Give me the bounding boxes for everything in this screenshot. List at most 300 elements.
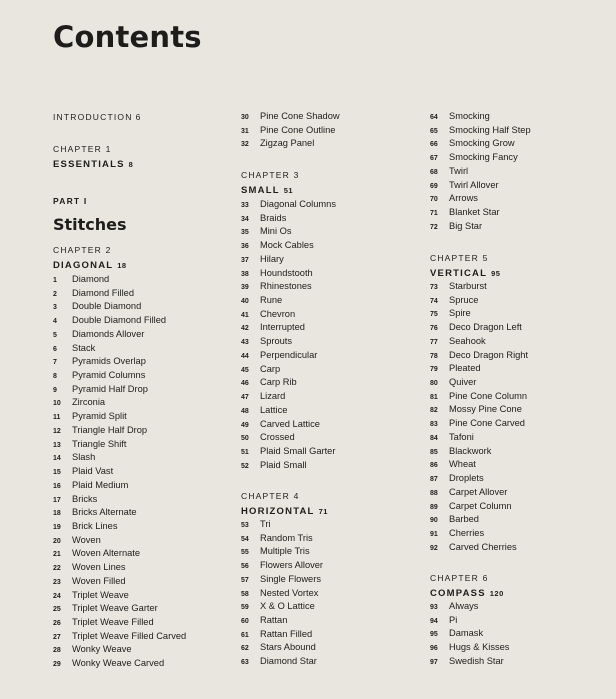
entry-number: 71 <box>430 210 438 218</box>
entry-number: 36 <box>241 243 249 251</box>
toc-entry[interactable] <box>430 335 486 349</box>
entry-title: Hilary <box>260 253 284 264</box>
entry-title: Rune <box>260 295 283 306</box>
toc-entry[interactable] <box>430 614 457 628</box>
entry-number: 62 <box>241 645 249 653</box>
entry-title: Deco Dragon Left <box>449 322 522 333</box>
entry-title: Smocking Half Step <box>449 124 531 135</box>
entry-number: 57 <box>241 576 249 584</box>
entry-number: 77 <box>430 338 438 346</box>
entry-title: Always <box>449 601 479 611</box>
toc-entry[interactable] <box>430 541 517 555</box>
toc-entry[interactable] <box>53 520 117 534</box>
toc-entry[interactable] <box>241 404 287 418</box>
entry-number: 39 <box>241 284 249 292</box>
entry-number: 41 <box>241 311 249 319</box>
toc-entry[interactable] <box>241 518 271 532</box>
entry-number: 10 <box>53 400 61 408</box>
toc-entry[interactable] <box>53 534 101 548</box>
toc-entry[interactable] <box>241 294 282 308</box>
toc-entry[interactable] <box>430 362 481 376</box>
entry-number: 76 <box>430 325 438 333</box>
entry-title: Droplets <box>449 473 484 484</box>
entry-title: Sprouts <box>260 336 293 347</box>
entry-number: 18 <box>53 510 61 518</box>
entry-number: 29 <box>53 661 61 669</box>
chapter-3-name: SMALL <box>241 185 280 196</box>
entry-number: 28 <box>53 647 61 655</box>
chapter-6-name: COMPASS <box>430 588 486 599</box>
entry-number: 9 <box>53 386 57 394</box>
entry-title: Triplet Weave Filled <box>72 617 154 627</box>
entry-title: Slash <box>72 452 96 463</box>
entry-title: Cherries <box>449 527 485 538</box>
entry-number: 35 <box>241 229 249 237</box>
toc-entry[interactable] <box>53 383 148 397</box>
entry-title: Crossed <box>260 432 295 443</box>
entry-title: Plaid Small <box>260 459 307 470</box>
toc-entry[interactable] <box>53 273 109 287</box>
entry-title: Big Star <box>449 220 483 231</box>
toc-entry[interactable] <box>53 657 164 671</box>
toc-entry[interactable] <box>430 627 483 641</box>
toc-entry[interactable] <box>430 513 479 527</box>
entry-number: 40 <box>241 298 249 306</box>
entry-title: Wheat <box>449 459 476 470</box>
entry-number: 91 <box>430 530 438 538</box>
toc-entry[interactable] <box>241 267 313 281</box>
entry-title: Pine Cone Carved <box>449 418 525 429</box>
toc-entry[interactable] <box>430 445 491 459</box>
toc-entry[interactable] <box>430 192 478 206</box>
entry-title: Tri <box>260 519 271 529</box>
toc-entry[interactable] <box>430 151 518 165</box>
toc-entry[interactable] <box>53 287 134 301</box>
toc-entry[interactable] <box>241 628 312 642</box>
toc-entry[interactable] <box>430 165 468 179</box>
entry-number: 69 <box>430 182 438 190</box>
entry-number: 7 <box>53 359 57 367</box>
entry-number: 64 <box>430 114 438 121</box>
entry-number: 52 <box>241 462 249 470</box>
part-1-title: Stitches <box>53 215 127 234</box>
chapter-6-page: 120 <box>489 589 504 598</box>
chapter-5-title[interactable] <box>430 268 500 279</box>
chapter-2-title[interactable] <box>53 260 127 271</box>
toc-entry[interactable] <box>53 300 141 314</box>
entry-title: Woven <box>72 534 101 545</box>
toc-entry[interactable] <box>241 587 318 601</box>
toc-entry[interactable] <box>241 600 315 614</box>
entry-title: X & O Lattice <box>260 601 315 612</box>
entry-title: Woven Filled <box>72 575 126 586</box>
toc-entry[interactable] <box>53 342 95 356</box>
entry-title: Woven Lines <box>72 562 126 573</box>
toc-entry[interactable] <box>53 355 146 369</box>
entry-number: 44 <box>241 352 249 360</box>
entry-number: 46 <box>241 380 249 388</box>
chapter-6-title[interactable] <box>430 588 504 599</box>
chapter-1-label: CHAPTER 1 <box>53 144 112 154</box>
toc-entry[interactable] <box>241 376 297 390</box>
entry-title: Twirl <box>449 165 469 176</box>
entry-title: Lattice <box>260 404 288 415</box>
entry-number: 54 <box>241 535 249 543</box>
entry-number: 1 <box>53 277 57 284</box>
entry-number: 20 <box>53 537 61 545</box>
entry-number: 80 <box>430 380 438 388</box>
toc-entry[interactable] <box>53 328 144 342</box>
toc-entry[interactable] <box>241 335 292 349</box>
entry-number: 65 <box>430 127 438 135</box>
chapter-2-label: CHAPTER 2 <box>53 245 112 255</box>
chapter-3-title[interactable] <box>241 185 293 196</box>
toc-entry[interactable] <box>241 445 335 459</box>
entry-number: 24 <box>53 592 61 600</box>
entry-number: 34 <box>241 215 249 223</box>
entry-number: 68 <box>430 168 438 176</box>
toc-entry[interactable] <box>53 396 105 410</box>
entry-title: Zirconia <box>72 397 106 408</box>
toc-entry[interactable] <box>53 630 186 644</box>
introduction-entry[interactable] <box>53 112 142 122</box>
toc-entry[interactable] <box>53 575 126 589</box>
entry-number: 50 <box>241 435 249 443</box>
toc-entry[interactable] <box>241 110 340 124</box>
chapter-1-name: ESSENTIALS <box>53 159 125 170</box>
entry-number: 8 <box>53 373 57 381</box>
entry-number: 85 <box>430 448 438 456</box>
toc-entry[interactable] <box>241 321 305 335</box>
chapter-4-page: 71 <box>318 507 328 516</box>
toc-entry[interactable] <box>430 431 474 445</box>
entry-number: 16 <box>53 482 61 490</box>
entry-number: 59 <box>241 604 249 612</box>
entry-title: Mini Os <box>260 226 292 237</box>
toc-entry[interactable] <box>53 451 95 465</box>
entry-title: Blackwork <box>449 445 492 456</box>
entry-number: 17 <box>53 496 61 504</box>
toc-entry[interactable] <box>53 465 113 479</box>
toc-entry[interactable] <box>241 390 285 404</box>
entry-title: Arrows <box>449 193 478 204</box>
toc-entry[interactable] <box>53 589 129 603</box>
toc-entry[interactable] <box>241 363 280 377</box>
entry-number: 61 <box>241 631 249 639</box>
entry-title: Smocking <box>449 111 490 121</box>
entry-number: 79 <box>430 366 438 374</box>
entry-number: 67 <box>430 155 438 163</box>
entry-number: 6 <box>53 345 57 353</box>
page-title: Contents <box>53 20 202 54</box>
entry-number: 4 <box>53 318 57 326</box>
entry-number: 84 <box>430 434 438 442</box>
entry-title: Interrupted <box>260 322 305 333</box>
toc-entry[interactable] <box>241 198 336 212</box>
entry-number: 95 <box>430 631 438 639</box>
entry-title: Triplet Weave Filled Carved <box>72 630 187 641</box>
toc-entry[interactable] <box>241 225 292 239</box>
entry-number: 2 <box>53 290 57 298</box>
toc-entry[interactable] <box>241 124 335 138</box>
entry-number: 93 <box>430 604 438 611</box>
entry-number: 25 <box>53 606 61 614</box>
toc-entry[interactable] <box>241 559 323 573</box>
toc-entry[interactable] <box>53 314 166 328</box>
chapter-2-page: 18 <box>117 261 127 270</box>
entry-title: Carpet Column <box>449 500 512 511</box>
toc-entry[interactable] <box>53 438 126 452</box>
toc-entry[interactable] <box>53 506 137 520</box>
entry-title: Triangle Shift <box>72 438 127 449</box>
entry-title: Seahook <box>449 335 486 346</box>
entry-title: Triplet Weave Garter <box>72 603 158 614</box>
toc-entry[interactable] <box>430 641 509 655</box>
entry-number: 31 <box>241 127 249 135</box>
entry-title: Mock Cables <box>260 240 314 251</box>
entry-title: Triplet Weave <box>72 589 129 600</box>
entry-number: 42 <box>241 325 249 333</box>
entry-title: Mossy Pine Cone <box>449 404 522 415</box>
entry-number: 87 <box>430 476 438 484</box>
entry-number: 73 <box>430 284 438 291</box>
entry-title: Starburst <box>449 281 487 291</box>
entry-title: Chevron <box>260 308 296 319</box>
entry-title: Multiple Tris <box>260 546 310 557</box>
toc-entry[interactable] <box>53 616 154 630</box>
entry-number: 53 <box>241 522 249 529</box>
entry-title: Pyramids Overlap <box>72 356 146 367</box>
toc-entry[interactable] <box>430 655 504 669</box>
entry-number: 94 <box>430 617 438 625</box>
toc-entry[interactable] <box>430 179 499 193</box>
entry-number: 66 <box>430 141 438 149</box>
entry-title: Bricks Alternate <box>72 507 137 518</box>
entry-number: 3 <box>53 304 57 312</box>
entry-title: Diagonal Columns <box>260 199 336 209</box>
toc-entry[interactable] <box>241 212 286 226</box>
entry-title: Lizard <box>260 391 286 402</box>
toc-entry[interactable] <box>430 349 528 363</box>
chapter-4-title[interactable] <box>241 506 328 517</box>
toc-entry[interactable] <box>430 124 531 138</box>
entry-title: Double Diamond Filled <box>72 315 167 326</box>
entry-number: 82 <box>430 407 438 415</box>
entry-number: 60 <box>241 618 249 626</box>
entry-number: 75 <box>430 311 438 319</box>
entry-number: 37 <box>241 256 249 264</box>
toc-entry[interactable] <box>430 294 478 308</box>
entry-title: Flowers Allover <box>260 560 324 571</box>
entry-number: 70 <box>430 196 438 204</box>
entry-title: Brick Lines <box>72 520 118 531</box>
entry-title: Twirl Allover <box>449 179 499 190</box>
toc-entry[interactable] <box>430 500 512 514</box>
toc-entry[interactable] <box>241 239 314 253</box>
entry-title: Swedish Star <box>449 655 504 666</box>
toc-entry[interactable] <box>430 417 525 431</box>
toc-entry[interactable] <box>53 479 128 493</box>
entry-number: 74 <box>430 297 438 305</box>
entry-title: Pyramid Split <box>72 411 127 422</box>
entry-title: Diamonds Allover <box>72 328 145 339</box>
entry-number: 58 <box>241 590 249 598</box>
chapter-4-name: HORIZONTAL <box>241 506 315 517</box>
chapter-4-label: CHAPTER 4 <box>241 491 300 501</box>
toc-entry[interactable] <box>430 486 507 500</box>
toc-entry[interactable] <box>53 602 158 616</box>
toc-entry[interactable] <box>241 545 310 559</box>
toc-entry[interactable] <box>53 424 147 438</box>
entry-title: Carpet Allover <box>449 486 508 497</box>
entry-number: 19 <box>53 523 61 531</box>
entry-title: Pine Cone Shadow <box>260 111 340 121</box>
entry-title: Stars Abound <box>260 642 316 653</box>
entry-number: 13 <box>53 441 61 449</box>
entry-title: Plaid Vast <box>72 466 114 477</box>
toc-entry[interactable] <box>241 349 317 363</box>
entry-title: Spire <box>449 308 471 319</box>
toc-entry[interactable] <box>241 431 295 445</box>
toc-entry[interactable] <box>430 206 500 220</box>
entry-title: Diamond Filled <box>72 287 135 298</box>
toc-entry[interactable] <box>53 547 140 561</box>
chapter-5-name: VERTICAL <box>430 268 488 279</box>
entry-number: 78 <box>430 352 438 360</box>
entry-title: Random Tris <box>260 532 313 543</box>
chapter-6-label: CHAPTER 6 <box>430 573 489 583</box>
toc-entry[interactable] <box>241 418 320 432</box>
entry-number: 11 <box>53 414 61 422</box>
entry-number: 86 <box>430 462 438 470</box>
entry-title: Pyramid Columns <box>72 370 146 381</box>
entry-number: 97 <box>430 658 438 666</box>
entry-title: Spruce <box>449 294 479 305</box>
entry-title: Rattan Filled <box>260 628 313 639</box>
entry-number: 55 <box>241 549 249 557</box>
entry-title: Carp Rib <box>260 377 297 388</box>
toc-entry[interactable] <box>241 641 316 655</box>
entry-number: 30 <box>241 114 249 121</box>
toc-entry[interactable] <box>430 403 522 417</box>
entry-title: Nested Vortex <box>260 587 319 598</box>
entry-title: Quiver <box>449 377 477 388</box>
toc-entry[interactable] <box>430 458 476 472</box>
chapter-5-label: CHAPTER 5 <box>430 253 489 263</box>
entry-title: Blanket Star <box>449 207 500 218</box>
entry-title: Carved Cherries <box>449 541 517 552</box>
entry-title: Braids <box>260 212 287 223</box>
toc-entry[interactable] <box>241 655 317 669</box>
toc-entry[interactable] <box>430 137 515 151</box>
entry-number: 32 <box>241 141 249 149</box>
toc-entry[interactable] <box>241 459 307 473</box>
entry-number: 21 <box>53 551 61 559</box>
entry-title: Rattan <box>260 615 288 626</box>
entry-title: Pyramid Half Drop <box>72 383 148 394</box>
toc-entry[interactable] <box>241 614 287 628</box>
entry-title: Smocking Grow <box>449 138 515 149</box>
entry-title: Single Flowers <box>260 573 321 584</box>
chapter-2-name: DIAGONAL <box>53 260 114 271</box>
toc-entry[interactable] <box>241 137 314 151</box>
toc-entry[interactable] <box>430 600 478 614</box>
chapter-5-page: 95 <box>491 269 501 278</box>
entry-number: 38 <box>241 270 249 278</box>
entry-title: Double Diamond <box>72 301 142 312</box>
toc-entry[interactable] <box>241 308 295 322</box>
entry-number: 63 <box>241 659 249 667</box>
toc-entry[interactable] <box>241 532 313 546</box>
entry-number: 49 <box>241 421 249 429</box>
entry-number: 89 <box>430 503 438 511</box>
toc-entry[interactable] <box>241 253 284 267</box>
toc-entry[interactable] <box>241 280 312 294</box>
entry-number: 47 <box>241 394 249 402</box>
toc-entry[interactable] <box>430 321 522 335</box>
toc-entry[interactable] <box>53 410 127 424</box>
toc-entry[interactable] <box>430 472 484 486</box>
entry-title: Plaid Small Garter <box>260 445 336 456</box>
chapter-1-title[interactable] <box>53 159 133 170</box>
entry-number: 48 <box>241 407 249 415</box>
entry-number: 92 <box>430 544 438 552</box>
entry-title: Smocking Fancy <box>449 152 518 163</box>
entry-number: 81 <box>430 393 438 401</box>
chapter-1-page: 8 <box>128 160 134 169</box>
entry-title: Barbed <box>449 514 479 525</box>
toc-entry[interactable] <box>53 561 126 575</box>
entry-number: 33 <box>241 202 249 209</box>
entry-number: 12 <box>53 427 61 435</box>
entry-number: 83 <box>430 421 438 429</box>
toc-entry[interactable] <box>430 280 487 294</box>
toc-entry[interactable] <box>430 307 471 321</box>
toc-entry[interactable] <box>430 110 490 124</box>
entry-title: Damask <box>449 628 484 639</box>
entry-title: Diamond <box>72 274 110 284</box>
entry-number: 43 <box>241 339 249 347</box>
entry-title: Pine Cone Outline <box>260 124 336 135</box>
entry-title: Diamond Star <box>260 656 317 667</box>
toc-entry[interactable] <box>53 493 97 507</box>
entry-number: 51 <box>241 448 249 456</box>
entry-title: Bricks <box>72 493 98 504</box>
toc-entry[interactable] <box>430 220 482 234</box>
entry-number: 23 <box>53 578 61 586</box>
toc-entry[interactable] <box>430 527 484 541</box>
toc-entry[interactable] <box>241 573 321 587</box>
entry-title: Tafoni <box>449 431 474 442</box>
entry-title: Carved Lattice <box>260 418 320 429</box>
entry-number: 72 <box>430 223 438 231</box>
entry-title: Wonky Weave Carved <box>72 658 165 669</box>
toc-entry[interactable] <box>430 376 476 390</box>
entry-title: Triangle Half Drop <box>72 424 148 435</box>
entry-number: 15 <box>53 469 61 477</box>
entry-title: Hugs & Kisses <box>449 642 510 653</box>
entry-title: Stack <box>72 342 96 353</box>
entry-title: Perpendicular <box>260 349 318 360</box>
entry-number: 88 <box>430 489 438 497</box>
entry-title: Wonky Weave <box>72 644 132 655</box>
toc-entry[interactable] <box>53 369 145 383</box>
toc-entry[interactable] <box>430 390 527 404</box>
toc-entry[interactable] <box>53 643 132 657</box>
entry-title: Deco Dragon Right <box>449 349 529 360</box>
chapter-3-page: 51 <box>283 186 294 195</box>
entry-title: Pine Cone Column <box>449 390 528 401</box>
